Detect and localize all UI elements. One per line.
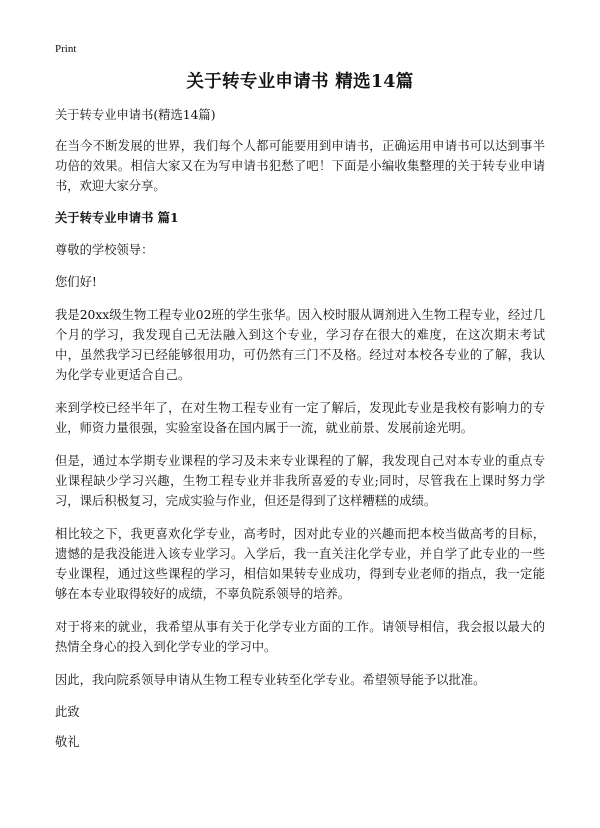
body-paragraph: 对于将来的就业，我希望从事有关于化学专业方面的工作。请领导相信，我会报以最大的热情全身心的投入到化学专业的学习中。 (55, 620, 545, 654)
body-paragraph: 但是，通过本学期专业课程的学习及未来专业课程的了解，我发现自己对本专业的重点专业课程缺少学习兴趣，生物工程专业并非我所喜爱的专业;同时，尽管我在上课时努力学习，课后积极复习，完成实验与作业，但还是得到了这样糟糕的成绩。 (55, 454, 545, 508)
body-paragraph: 因此，我向院系领导申请从生物工程专业转至化学专业。希望领导能予以批准。 (55, 673, 486, 687)
body-paragraph: 来到学校已经半年了，在对生物工程专业有一定了解后，发现此专业是我校有影响力的专业，师资力量很强，实验室设备在国内属于一流，就业前景、发展前途光明。 (55, 401, 545, 435)
closing-salute: 此致 (55, 705, 80, 719)
closing-regards: 敬礼 (55, 735, 80, 749)
greeting: 您们好! (55, 275, 97, 289)
body-paragraph: 我是20xx级生物工程专业02班的学生张华。因入校时服从调剂进入生物工程专业，经过几个月的学习，我发现自己无法融入到这个专业，学习存在很大的难度，在这次期末考试中，虽然我学习已经能够很用功，可仍然有三门不及格。经过对本校各专业的了解，我认为化学专业更适合自己。 (55, 308, 545, 382)
intro-paragraph: 在当今不断发展的世界，我们每个人都可能要用到申请书，正确运用申请书可以达到事半功倍的效果。相信大家又在为写申请书犯愁了吧！下面是小编收集整理的关于转专业申请书，欢迎大家分享。 (55, 139, 545, 193)
body-paragraph: 相比较之下，我更喜欢化学专业，高考时，因对此专业的兴趣而把本校当做高考的目标，遗憾的是我没能进入该专业学习。入学后，我一直关注化学专业，并自学了此专业的一些专业课程，通过这些课程的学习，相信如果转专业成功，得到专业老师的指点，我一定能够在本专业取得较好的成绩，不辜负院系领导的培养。 (55, 527, 545, 601)
page-title: 关于转专业申请书 精选14篇 (186, 72, 414, 92)
document-subtitle: 关于转专业申请书(精选14篇) (55, 108, 216, 122)
print-label: Print (55, 43, 77, 55)
section-heading: 关于转专业申请书 篇1 (55, 210, 179, 225)
salutation: 尊敬的学校领导： (55, 243, 154, 257)
